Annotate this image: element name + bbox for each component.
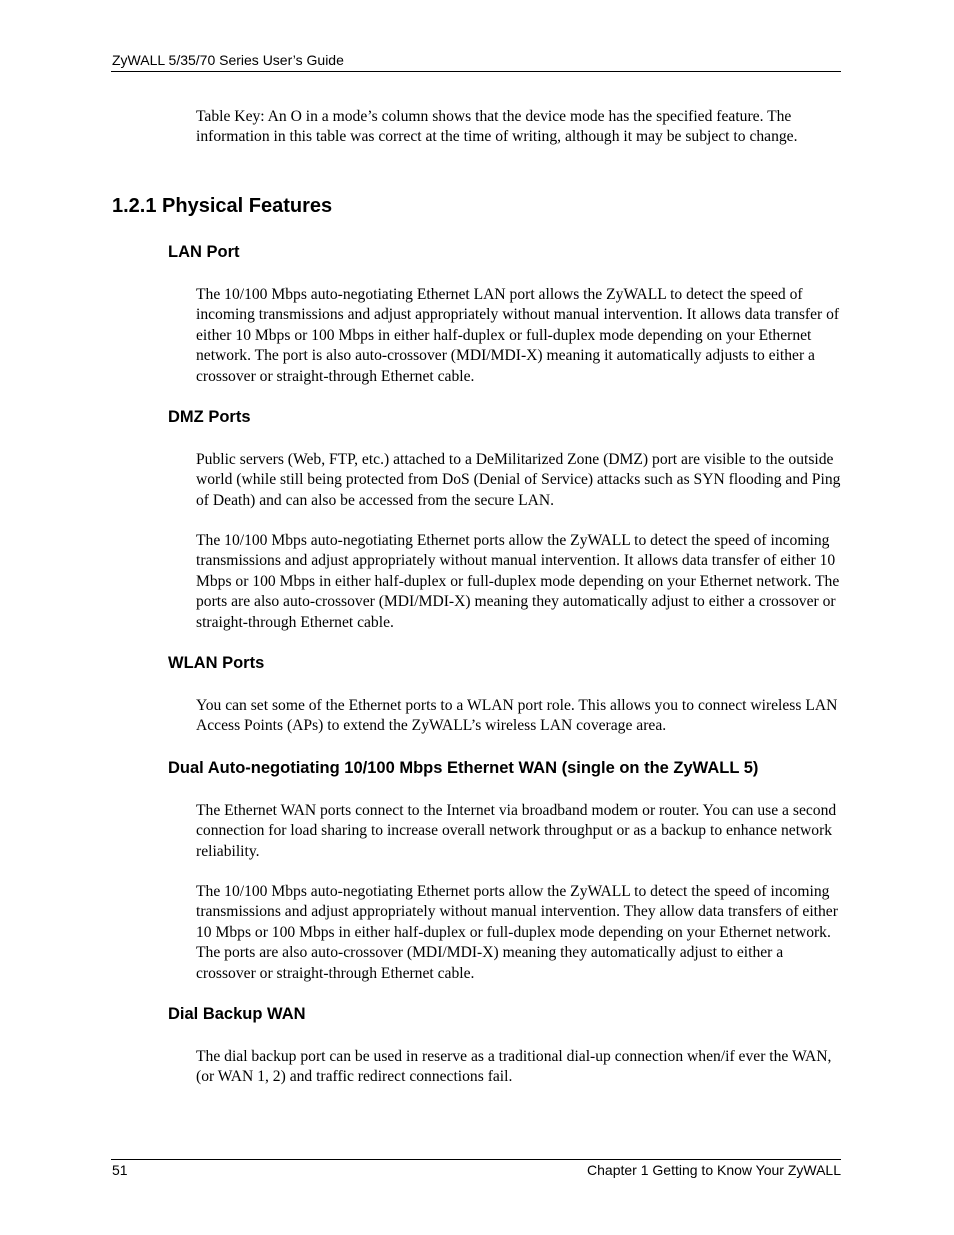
wlan-ports-heading: WLAN Ports [168, 654, 265, 672]
chapter-footer: Chapter 1 Getting to Know Your ZyWALL [587, 1162, 841, 1178]
lan-port-heading: LAN Port [168, 243, 240, 261]
header-rule [111, 71, 841, 72]
dmz-ports-heading: DMZ Ports [168, 408, 251, 426]
dual-wan-heading: Dual Auto-negotiating 10/100 Mbps Ethernet WAN (single on the ZyWALL 5) [168, 759, 759, 777]
footer-rule [111, 1159, 841, 1160]
dial-backup-wan-paragraph: The dial backup port can be used in reserve as a traditional dial-up connection when/if ever the WAN, (or WAN 1, 2) and traffic redirect connections fail. [196, 1048, 832, 1086]
dual-wan-paragraph-2: The 10/100 Mbps auto-negotiating Ethernet ports allow the ZyWALL to detect the speed of incoming transmissions and adjust appropriately without manual intervention. They allow data transfers of either 10 Mbps or 100 Mbps in either half-duplex or full-duplex mode depending on your Ethernet network. The ports are also auto-crossover (MDI/MDI-X) meaning they automatically adjust to either a crossover or straight-through Ethernet cable. [196, 883, 838, 982]
wlan-ports-paragraph: You can set some of the Ethernet ports to a WLAN port role. This allows you to connect wireless LAN Access Points (APs) to extend the ZyWALL’s wireless LAN coverage area. [196, 697, 838, 735]
running-header: ZyWALL 5/35/70 Series User’s Guide [112, 52, 344, 68]
dmz-ports-paragraph-1: Public servers (Web, FTP, etc.) attached to a DeMilitarized Zone (DMZ) port are visible to the outside world (while still being protected from DoS (Denial of Service) attacks such as SYN flooding and Ping of Death) and can also be accessed from the secure LAN. [196, 451, 841, 509]
dual-wan-paragraph-1: The Ethernet WAN ports connect to the Internet via broadband modem or router. You can use a second connection for load sharing to increase overall network throughput or as a backup to enhance network reliability. [196, 802, 837, 860]
table-key-paragraph: Table Key: An O in a mode’s column shows that the device mode has the specified feature. The information in this table was correct at the time of writing, although it may be subject to change. [196, 108, 798, 146]
dmz-ports-paragraph-2: The 10/100 Mbps auto-negotiating Ethernet ports allow the ZyWALL to detect the speed of incoming transmissions and adjust appropriately without manual intervention. It allows data transfer of either 10 Mbps or 100 Mbps in either half-duplex or full-duplex mode depending on your Ethernet network. The ports are also auto-crossover (MDI/MDI-X) meaning they automatically adjust to either a crossover or straight-through Ethernet cable. [196, 532, 840, 631]
lan-port-paragraph: The 10/100 Mbps auto-negotiating Ethernet LAN port allows the ZyWALL to detect the speed of incoming transmissions and adjust appropriately without manual intervention. It allows data transfer of either 10 Mbps or 100 Mbps in either half-duplex or full-duplex mode depending on your Ethernet network. The port is also auto-crossover (MDI/MDI-X) meaning it automatically adjusts to either a crossover or straight-through Ethernet cable. [196, 286, 840, 385]
dial-backup-wan-heading: Dial Backup WAN [168, 1005, 306, 1023]
page-number: 51 [112, 1162, 128, 1178]
section-title: 1.2.1 Physical Features [112, 195, 333, 217]
